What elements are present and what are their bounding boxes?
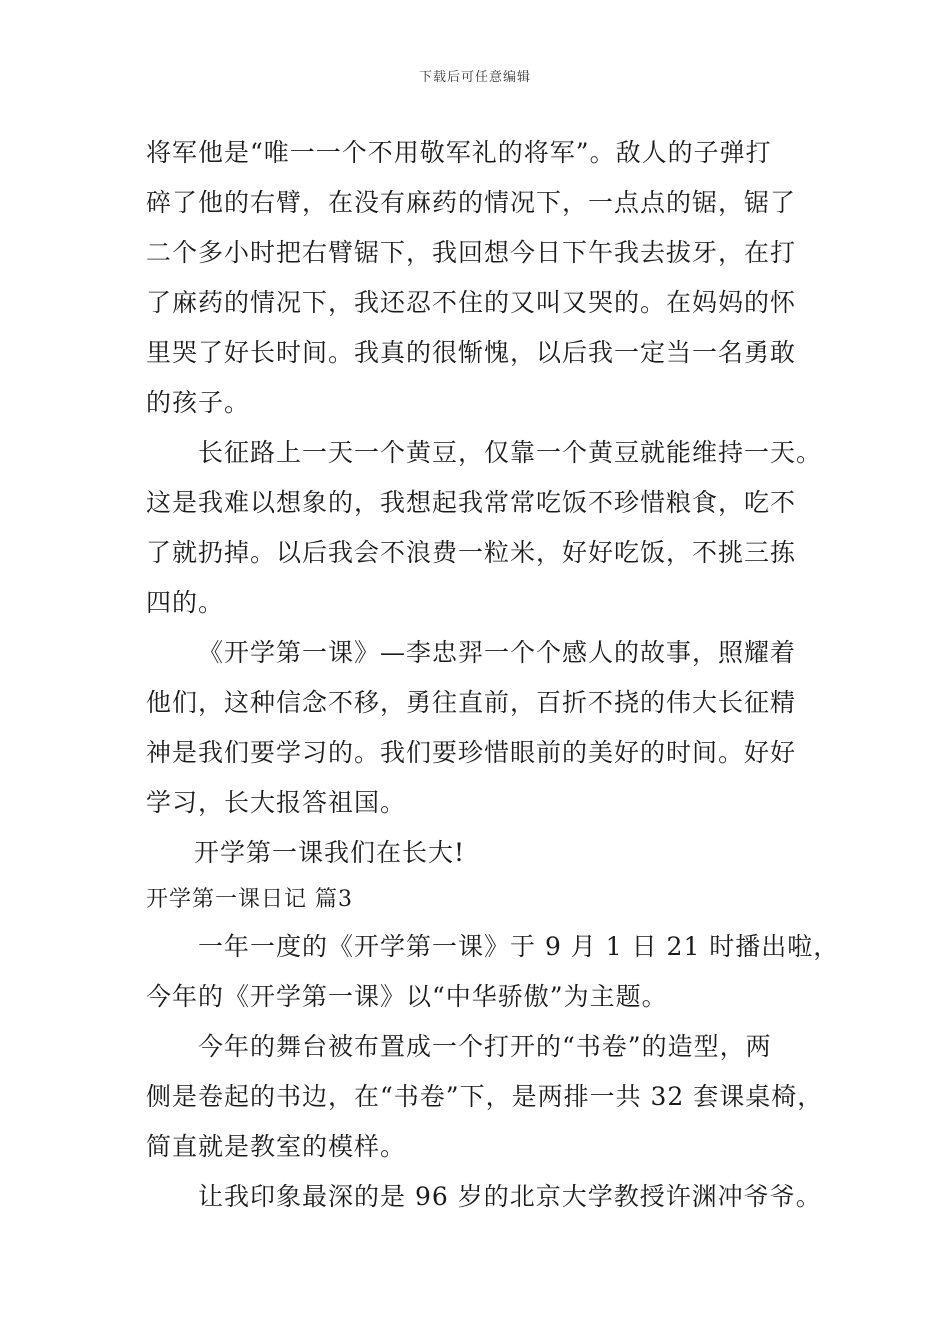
paragraph — [146, 1022, 826, 1172]
text-line: 学习，长大报答祖国。 — [146, 788, 407, 817]
section-heading: 开学第一课日记 篇3 — [146, 887, 353, 912]
text-line: 了就扔掉。以后我会不浪费一粒米，好好吃饭，不挑三拣 — [146, 538, 797, 567]
text-line: 一年一度的《开学第一课》于 9 月 1 日 21 时播出啦， — [198, 932, 840, 961]
text-line: 今年的舞台被布置成一个打开的“书卷”的造型，两 — [198, 1032, 772, 1061]
text-line: 长征路上一天一个黄豆，仅靠一个黄豆就能维持一天。 — [198, 438, 823, 467]
text-line: 开学第一课我们在长大! — [194, 838, 466, 867]
text-line: 简直就是教室的模样。 — [146, 1132, 407, 1161]
text-line: 的孩子。 — [146, 388, 251, 417]
text-line: 将军他是“唯一一个不用敬军礼的将军”。敌人的子弹打 — [146, 138, 772, 167]
text-line: 他们，这种信念不移，勇往直前，百折不挠的伟大长征精 — [146, 688, 797, 717]
text-line: 四的。 — [146, 588, 225, 617]
paragraph — [146, 828, 826, 878]
paragraph — [146, 1172, 826, 1222]
paragraph — [146, 922, 840, 1022]
text-line: 神是我们要学习的。我们要珍惜眼前的美好的时间。好好 — [146, 738, 797, 767]
text-line: 侧是卷起的书边，在“书卷”下，是两排一共 32 套课桌椅， — [146, 1082, 824, 1111]
page-header: 下载后可任意编辑 — [418, 70, 531, 85]
paragraph — [146, 428, 826, 628]
text-line: 《开学第一课》—李忠羿一个个感人的故事，照耀着 — [198, 638, 797, 667]
text-line: 二个多小时把右臂锯下，我回想今日下午我去拔牙，在打 — [146, 238, 797, 267]
text-line: 这是我难以想象的，我想起我常常吃饭不珍惜粮食，吃不 — [146, 488, 797, 517]
text-line: 了麻药的情况下，我还忍不住的又叫又哭的。在妈妈的怀 — [146, 288, 797, 317]
text-line: 里哭了好长时间。我真的很惭愧，以后我一定当一名勇敢 — [146, 338, 797, 367]
text-line: 碎了他的右臂，在没有麻药的情况下，一点点的锯，锯了 — [146, 188, 797, 217]
paragraph — [146, 628, 826, 828]
text-line: 今年的《开学第一课》以“中华骄傲”为主题。 — [146, 982, 668, 1011]
document-body — [146, 128, 840, 1222]
paragraph — [146, 128, 826, 428]
text-line: 让我印象最深的是 96 岁的北京大学教授许渊冲爷爷。 — [198, 1182, 822, 1211]
